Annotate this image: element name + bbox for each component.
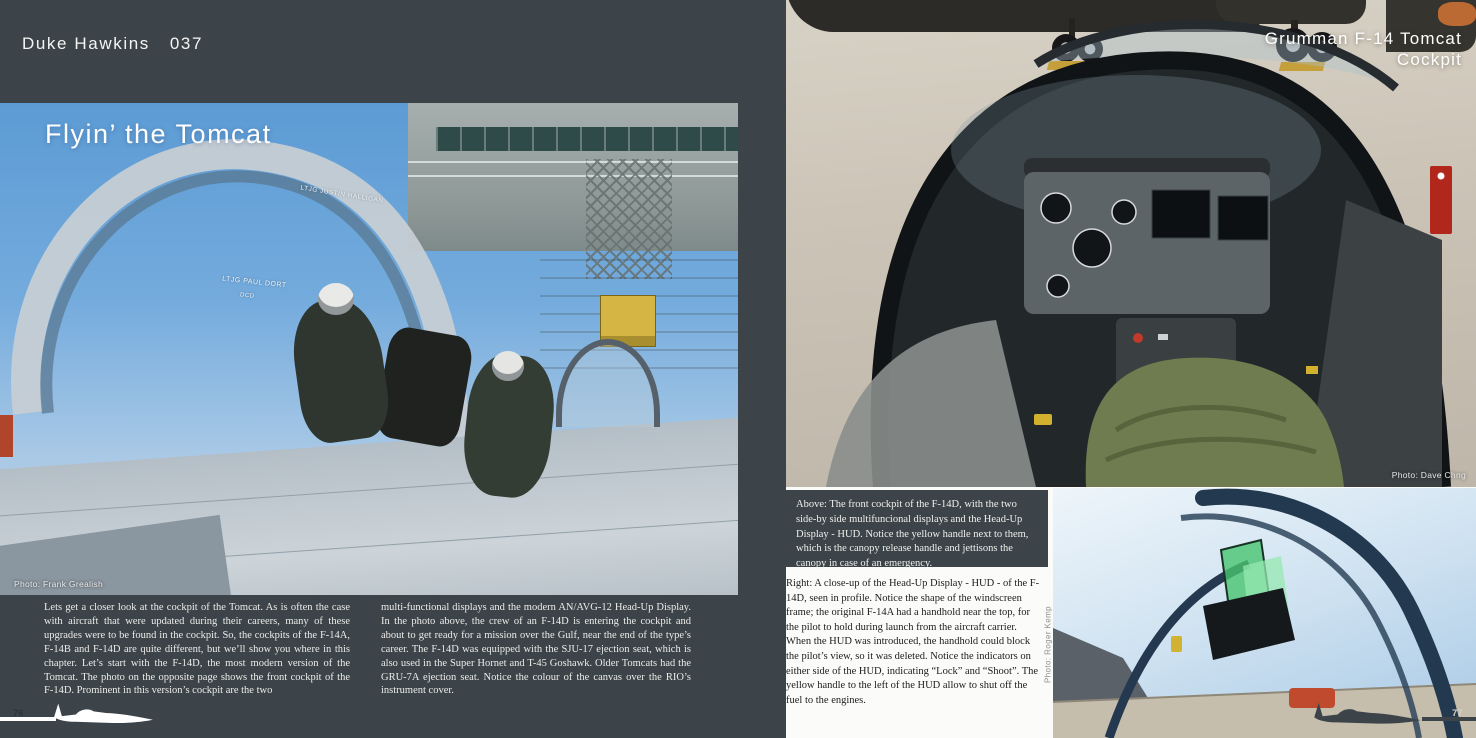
f14-silhouette-icon [1312, 699, 1424, 729]
chapter-title: Flyin’ the Tomcat [45, 119, 272, 149]
photo-credit-main: Photo: Dave Chng [1391, 470, 1466, 480]
intake-red-stripe [0, 415, 13, 457]
rio-helmet [492, 351, 524, 381]
f14-silhouette-icon [52, 699, 156, 729]
topic-line2: Cockpit [1396, 50, 1462, 69]
canopy-crew-name: LTJG JUSTIN HALLIGAN [299, 184, 384, 205]
footer-rule-left [0, 717, 56, 721]
body-text-column-2: multi-functional displays and the modern AN/AVG-12 Head-Up Display. In the photo above, the crew of an F-14D is entering the cockpit and about to get ready for a mission over the Gulf, near the end of the type’s career. The F-14D was equipped with the SJU-17 ejection seat, which is also used in the Super Hornet and T-45 Goshawk. Older Tomcats had the GRU-7A ejection seat. Notice the colour of the canvas over the RIO’s instrument cover. [381, 602, 691, 697]
cockpit-illustration [786, 0, 1476, 487]
footer-rule-right [1422, 717, 1476, 721]
header-left [22, 34, 203, 54]
author-name: Duke Hawkins [22, 34, 150, 53]
page-number-right: 77 [1452, 708, 1463, 719]
issue-number: 037 [169, 34, 204, 53]
caption-above: Above: The front cockpit of the F-14D, with the two side-by side multifuncional displays and the Head-Up Display - HUD. Notice the yellow handle next to them, which is the canopy release handle and jettisons the canopy in case of an emergency. [786, 490, 1048, 567]
body-text-column-1: Lets get a closer look at the cockpit of the Tomcat. As is often the case with aircraft that were updated during their careers, many of these upgrades were to be found in the cockpit. So, the cockpits of the F-14A, F-14B and F-14D are quite different, but we’ll show you where in this chapter. Let’s start with the F-14D, the most modern version of the Tomcat. The photo on the opposite page shows the front cockpit of the F-14D. Prominent in this version’s cockpit are the two [44, 602, 350, 697]
panel-line [0, 461, 738, 519]
canopy-crew-name: DCD [239, 292, 255, 300]
canopy-crew-name: LTJG PAUL DORT [221, 275, 287, 290]
topic-line1: Grumman F-14 Tomcat [1264, 29, 1462, 48]
page-topic-title [1265, 28, 1462, 70]
photo-credit-left: Photo: Frank Grealish [14, 579, 103, 589]
page-number-left: 76 [13, 708, 24, 719]
caption-right: Right: A close-up of the Head-Up Display - HUD - of the F-14D, seen in profile. Notice the shape of the windscreen frame; the original F-14A had a handhold near the top, for the pilot to hold during launch from the aircraft carrier. When the HUD was introduced, the handhold could block the pilot’s view, so it was deleted. Notice the indicators on either side of the HUD, indicating “Lock” and “Shoot”. The yellow handle to the left of the HUD allow to shut off the fuel to the engines. [786, 578, 1040, 706]
right-main-photo [786, 0, 1476, 487]
pilot-helmet [318, 283, 354, 315]
photo-credit-bottom: Photo: Roger Kemp [1043, 605, 1053, 684]
left-photo [0, 103, 738, 595]
